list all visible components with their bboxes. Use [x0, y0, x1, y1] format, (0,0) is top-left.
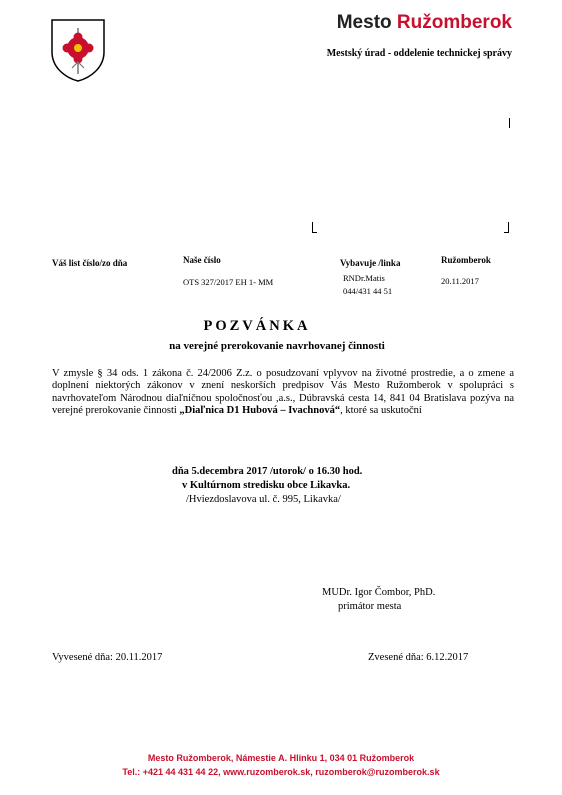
footer-contacts: Tel.: +421 44 431 44 22, www.ruzomberok.sk, ruzomberok@ruzomberok.sk	[122, 767, 440, 777]
page-subtitle: na verejné prerokovanie navrhovanej činnosti	[169, 340, 385, 352]
brand-name: Ružomberok	[396, 12, 512, 33]
your-letter-label: Váš list číslo/zo dňa	[52, 258, 128, 268]
footer-address: Mesto Ružomberok, Námestie A. Hlinku 1, 034 01 Ružomberok	[147, 753, 415, 763]
handled-by-phone: 044/431 44 51	[343, 286, 393, 296]
posted-date: Vyvesené dňa: 20.11.2017	[52, 652, 163, 663]
place-label: Ružomberok	[441, 255, 491, 265]
department-name: Mestský úrad - oddelenie technickej správy	[326, 48, 512, 59]
signatory-name: MUDr. Igor Čombor, PhD.	[322, 587, 436, 598]
event-address: /Hviezdoslavova ul. č. 995, Likavka/	[186, 494, 341, 505]
city-coat-of-arms	[50, 18, 106, 82]
handled-by-label: Vybavuje /linka	[340, 258, 401, 268]
address-window-corner-top-right	[508, 118, 510, 128]
invitation-body	[52, 368, 514, 418]
project-name: „Diaľnica D1 Hubová – Ivachnová“	[179, 405, 341, 417]
handled-by-name: RNDr.Matis	[343, 273, 385, 283]
event-place: v Kultúrnom stredisku obce Likavka.	[182, 480, 351, 491]
page-title: POZVÁNKA	[203, 318, 311, 334]
removed-date: Zvesené dňa: 6.12.2017	[368, 652, 469, 663]
body-text-before: V zmysle § 34 ods. 1 zákona č. 24/2006 Z.z. o posudzovaní vplyvov na životné prostredie, a o zmene a doplnení niektorých zákonov v znení neskorších predpisov Vás Mesto Ružomberok v spolupráci s navrhovateľom Národnou diaľničnou spoločnosťou ,a.s., Dúbravská cesta 14, 841 04 Bratislava pozýva na verejné prerokovanie činnosti	[52, 368, 514, 417]
our-number-value: OTS 327/2017 EH 1- MM	[183, 277, 274, 287]
address-window-corner-bottom-left	[312, 222, 317, 233]
city-logo-title	[300, 12, 512, 34]
address-window-corner-bottom-right	[504, 222, 509, 233]
letter-date: 20.11.2017	[441, 276, 479, 286]
event-date: dňa 5.decembra 2017 /utorok/ o 16.30 hod.	[172, 466, 363, 477]
signatory-role: primátor mesta	[338, 601, 402, 612]
brand-prefix: Mesto	[336, 12, 397, 33]
body-text-after: , ktoré sa uskutoční	[340, 405, 422, 417]
our-number-label: Naše číslo	[183, 255, 221, 265]
